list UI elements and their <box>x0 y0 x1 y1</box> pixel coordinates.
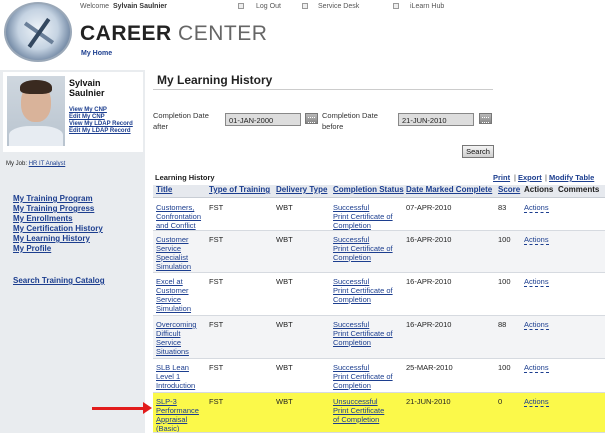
after-date-input[interactable]: 01-JAN-2000 <box>225 113 301 126</box>
nav-my-training-progress[interactable]: My Training Progress <box>13 204 95 213</box>
date-marked-complete: 16-APR-2010 <box>406 277 452 286</box>
course-title-link[interactable]: Excel at Customer Service Simulation <box>156 277 192 313</box>
type-of-training: FST <box>209 320 224 329</box>
course-title-link[interactable]: SLB Lean Level 1 Introduction <box>156 363 196 390</box>
after-date-label: Completion Date after <box>153 111 209 131</box>
date-marked-complete: 25-MAR-2010 <box>406 363 453 372</box>
completion-status-link[interactable]: Successful Print Certificate of Completion <box>333 277 393 304</box>
table-row <box>153 393 605 433</box>
ilearn-hub-link[interactable]: iLearn Hub <box>410 3 445 10</box>
ilearn-hub-icon[interactable] <box>393 3 399 9</box>
logout-icon[interactable] <box>238 3 244 9</box>
modify-table-link[interactable]: Modify Table <box>549 173 595 182</box>
actions-menu[interactable]: Actions <box>524 203 549 212</box>
score: 100 <box>498 363 511 372</box>
profile-card <box>3 72 143 152</box>
nav-my-training-program[interactable]: My Training Program <box>13 194 93 203</box>
profile-name: Sylvain Saulnier <box>69 78 105 98</box>
type-of-training: FST <box>209 397 224 406</box>
before-date-input[interactable]: 21-JUN-2010 <box>398 113 474 126</box>
delivery-type: WBT <box>276 235 293 244</box>
search-button[interactable]: Search <box>462 145 494 158</box>
nav-search-training-catalog[interactable]: Search Training Catalog <box>13 276 105 285</box>
edit-ldap-link[interactable]: Edit My LDAP Record <box>69 128 131 134</box>
type-of-training: FST <box>209 363 224 372</box>
actions-menu[interactable]: Actions <box>524 277 549 286</box>
learning-history-heading: Learning History <box>155 173 215 182</box>
score: 0 <box>498 397 503 406</box>
course-title-link[interactable]: SLP-3 Performance Appraisal (Basic) <box>156 397 199 433</box>
table-row <box>153 316 605 359</box>
col-score[interactable]: Score <box>498 185 521 194</box>
delivery-type: WBT <box>276 320 293 329</box>
nav-my-certification-history[interactable]: My Certification History <box>13 224 103 233</box>
delivery-type: WBT <box>276 397 293 406</box>
completion-status-link[interactable]: Successful Print Certificate of Completion <box>333 203 393 230</box>
date-marked-complete: 07-APR-2010 <box>406 203 452 212</box>
course-title-link[interactable]: Customer Service Specialist Simulation <box>156 235 192 271</box>
view-ldap-link[interactable]: View My LDAP Record <box>69 121 133 127</box>
completion-status-link[interactable]: Unsuccessful Print Certificate of Completion <box>333 397 385 424</box>
compass-logo-icon <box>4 2 72 62</box>
before-date-label: Completion Date before <box>322 111 378 131</box>
service-desk-link[interactable]: Service Desk <box>318 3 360 10</box>
delivery-type: WBT <box>276 363 293 372</box>
actions-menu[interactable]: Actions <box>524 320 549 329</box>
actions-menu[interactable]: Actions <box>524 235 549 244</box>
completion-status-link[interactable]: Successful Print Certificate of Completion <box>333 235 393 262</box>
nav-my-learning-history[interactable]: My Learning History <box>13 234 90 243</box>
score: 88 <box>498 320 507 329</box>
completion-status-link[interactable]: Successful Print Certificate of Completion <box>333 320 393 347</box>
career-center-brand: CAREER CENTER <box>80 22 268 45</box>
view-cnp-link[interactable]: View My CNP <box>69 107 107 113</box>
type-of-training: FST <box>209 203 224 212</box>
col-actions: Actions <box>524 185 554 194</box>
print-link[interactable]: Print <box>493 173 511 182</box>
type-of-training: FST <box>209 277 224 286</box>
col-type-of-training[interactable]: Type of Training <box>209 185 271 194</box>
page-title: My Learning History <box>157 73 273 87</box>
col-date-marked-complete[interactable]: Date Marked Complete <box>406 185 493 194</box>
date-marked-complete: 16-APR-2010 <box>406 320 452 329</box>
date-marked-complete: 16-APR-2010 <box>406 235 452 244</box>
nav-my-enrollments[interactable]: My Enrollments <box>13 214 73 223</box>
col-delivery-type[interactable]: Delivery Type <box>276 185 328 194</box>
actions-menu[interactable]: Actions <box>524 363 549 372</box>
table-row <box>153 273 605 316</box>
delivery-type: WBT <box>276 277 293 286</box>
col-completion-status[interactable]: Completion Status <box>333 185 404 194</box>
service-desk-icon[interactable] <box>302 3 308 9</box>
after-calendar-icon[interactable] <box>305 113 318 124</box>
my-job: My Job: HR IT Analyst <box>6 161 66 167</box>
logout-link[interactable]: Log Out <box>256 3 281 10</box>
col-comments: Comments <box>558 185 600 194</box>
delivery-type: WBT <box>276 203 293 212</box>
separator: | <box>514 173 516 182</box>
completion-status-link[interactable]: Successful Print Certificate of Completion <box>333 363 393 390</box>
red-arrow-icon <box>92 407 146 410</box>
table-row <box>153 359 605 393</box>
score: 100 <box>498 277 511 286</box>
col-title[interactable]: Title <box>156 185 173 194</box>
sidebar <box>0 70 145 433</box>
before-calendar-icon[interactable] <box>479 113 492 124</box>
actions-menu[interactable]: Actions <box>524 397 549 406</box>
separator: | <box>545 173 547 182</box>
export-link[interactable]: Export <box>518 173 542 182</box>
edit-cnp-link[interactable]: Edit My CNP <box>69 114 105 120</box>
score: 100 <box>498 235 511 244</box>
job-link[interactable]: HR IT Analyst <box>28 161 66 167</box>
table-row <box>153 231 605 273</box>
profile-photo <box>7 76 65 146</box>
my-home-link[interactable]: My Home <box>81 50 113 57</box>
date-marked-complete: 21-JUN-2010 <box>406 397 451 406</box>
nav-my-profile[interactable]: My Profile <box>13 244 52 253</box>
table-row <box>153 199 605 231</box>
score: 83 <box>498 203 507 212</box>
course-title-link[interactable]: Overcoming Difficult Service Situations <box>156 320 197 356</box>
course-title-link[interactable]: Customers, Confrontation and Conflict <box>156 203 202 230</box>
top-bar <box>0 0 605 14</box>
title-divider <box>153 89 493 90</box>
welcome-text: Welcome Sylvain Saulnier <box>80 3 168 10</box>
type-of-training: FST <box>209 235 224 244</box>
